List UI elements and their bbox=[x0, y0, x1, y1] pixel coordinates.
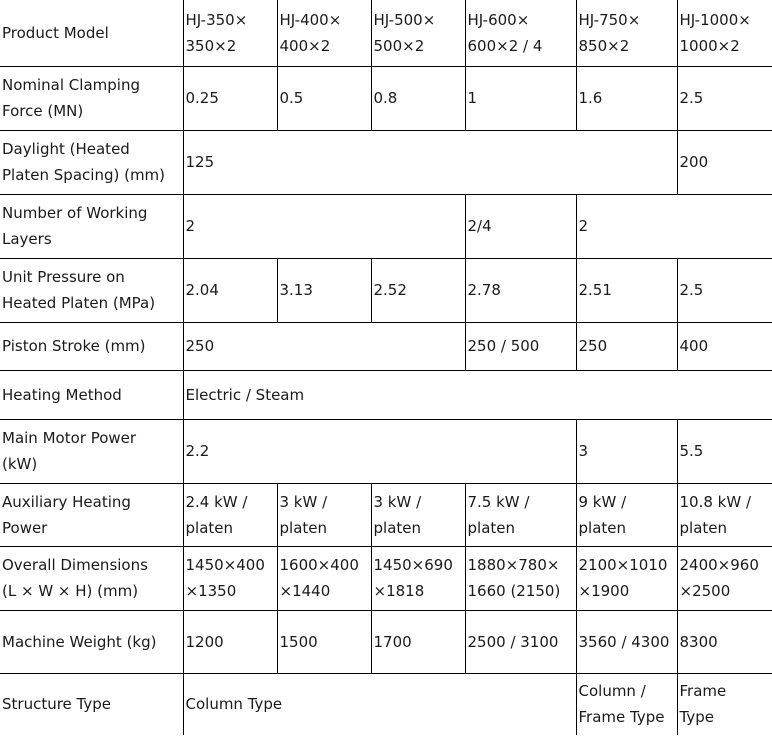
row-header: Overall Dimensions (L × W × H) (mm) bbox=[0, 546, 183, 610]
row-header: Unit Pressure on Heated Platen (MPa) bbox=[0, 258, 183, 322]
table-cell: 1 bbox=[465, 66, 576, 130]
table-cell: 1700 bbox=[371, 610, 465, 673]
row-header: Heating Method bbox=[0, 370, 183, 419]
table-cell: 2400×960 ×2500 bbox=[677, 546, 772, 610]
table-cell: 2.2 bbox=[183, 419, 576, 483]
table-cell: HJ-750× 850×2 bbox=[576, 0, 677, 66]
row-header: Nominal Clamping Force (MN) bbox=[0, 66, 183, 130]
table-cell: 7.5 kW / platen bbox=[465, 483, 576, 546]
table-cell: 2100×1010 ×1900 bbox=[576, 546, 677, 610]
table-cell: 3 kW / platen bbox=[371, 483, 465, 546]
table-cell: 1600×400 ×1440 bbox=[277, 546, 371, 610]
table-cell: HJ-600× 600×2 / 4 bbox=[465, 0, 576, 66]
row-header: Daylight (Heated Platen Spacing) (mm) bbox=[0, 130, 183, 194]
table-row bbox=[0, 194, 772, 258]
table-row bbox=[0, 370, 772, 419]
table-cell: HJ-1000× 1000×2 bbox=[677, 0, 772, 66]
table-cell: 2.04 bbox=[183, 258, 277, 322]
table-cell: 2.52 bbox=[371, 258, 465, 322]
table-cell: 5.5 bbox=[677, 419, 772, 483]
table-cell: Column / Frame Type bbox=[576, 673, 677, 735]
table-cell: 1450×400 ×1350 bbox=[183, 546, 277, 610]
table-cell: 8300 bbox=[677, 610, 772, 673]
table-row bbox=[0, 322, 772, 370]
table-cell: HJ-500× 500×2 bbox=[371, 0, 465, 66]
table-cell: 1450×690 ×1818 bbox=[371, 546, 465, 610]
table-cell: 250 / 500 bbox=[465, 322, 576, 370]
table-cell: 3 kW / platen bbox=[277, 483, 371, 546]
table-cell: 1.6 bbox=[576, 66, 677, 130]
table-cell: 1880×780× 1660 (2150) bbox=[465, 546, 576, 610]
table-cell: 125 bbox=[183, 130, 677, 194]
table-cell: 1200 bbox=[183, 610, 277, 673]
table-row bbox=[0, 546, 772, 610]
table-cell: 2.5 bbox=[677, 258, 772, 322]
row-header: Main Motor Power (kW) bbox=[0, 419, 183, 483]
table-cell: HJ-350× 350×2 bbox=[183, 0, 277, 66]
row-header: Structure Type bbox=[0, 673, 183, 735]
table-cell: 2 bbox=[183, 194, 465, 258]
table-cell: HJ-400× 400×2 bbox=[277, 0, 371, 66]
table-cell: 400 bbox=[677, 322, 772, 370]
table-cell: 2.5 bbox=[677, 66, 772, 130]
row-header: Machine Weight (kg) bbox=[0, 610, 183, 673]
table-cell: 10.8 kW / platen bbox=[677, 483, 772, 546]
table-cell: 1500 bbox=[277, 610, 371, 673]
table-row bbox=[0, 0, 772, 66]
table-cell: Frame Type bbox=[677, 673, 772, 735]
row-header: Product Model bbox=[0, 0, 183, 66]
table-row bbox=[0, 610, 772, 673]
table-row bbox=[0, 258, 772, 322]
table-cell: 0.8 bbox=[371, 66, 465, 130]
table-cell: 0.25 bbox=[183, 66, 277, 130]
table-cell: 3 bbox=[576, 419, 677, 483]
table-cell: 3560 / 4300 bbox=[576, 610, 677, 673]
table-cell: Electric / Steam bbox=[183, 370, 772, 419]
row-header: Auxiliary Heating Power bbox=[0, 483, 183, 546]
table-cell: 2 bbox=[576, 194, 772, 258]
table-row bbox=[0, 419, 772, 483]
table-row bbox=[0, 66, 772, 130]
table-cell: 3.13 bbox=[277, 258, 371, 322]
table-cell: 0.5 bbox=[277, 66, 371, 130]
table-cell: 200 bbox=[677, 130, 772, 194]
table-cell: 2/4 bbox=[465, 194, 576, 258]
table-cell: 9 kW / platen bbox=[576, 483, 677, 546]
table-cell: 250 bbox=[183, 322, 465, 370]
row-header: Piston Stroke (mm) bbox=[0, 322, 183, 370]
table-cell: Column Type bbox=[183, 673, 576, 735]
table-row bbox=[0, 483, 772, 546]
table-cell: 2500 / 3100 bbox=[465, 610, 576, 673]
table-cell: 2.51 bbox=[576, 258, 677, 322]
table-cell: 2.4 kW / platen bbox=[183, 483, 277, 546]
table-row bbox=[0, 673, 772, 735]
table-cell: 250 bbox=[576, 322, 677, 370]
table-cell: 2.78 bbox=[465, 258, 576, 322]
table-row bbox=[0, 130, 772, 194]
row-header: Number of Working Layers bbox=[0, 194, 183, 258]
